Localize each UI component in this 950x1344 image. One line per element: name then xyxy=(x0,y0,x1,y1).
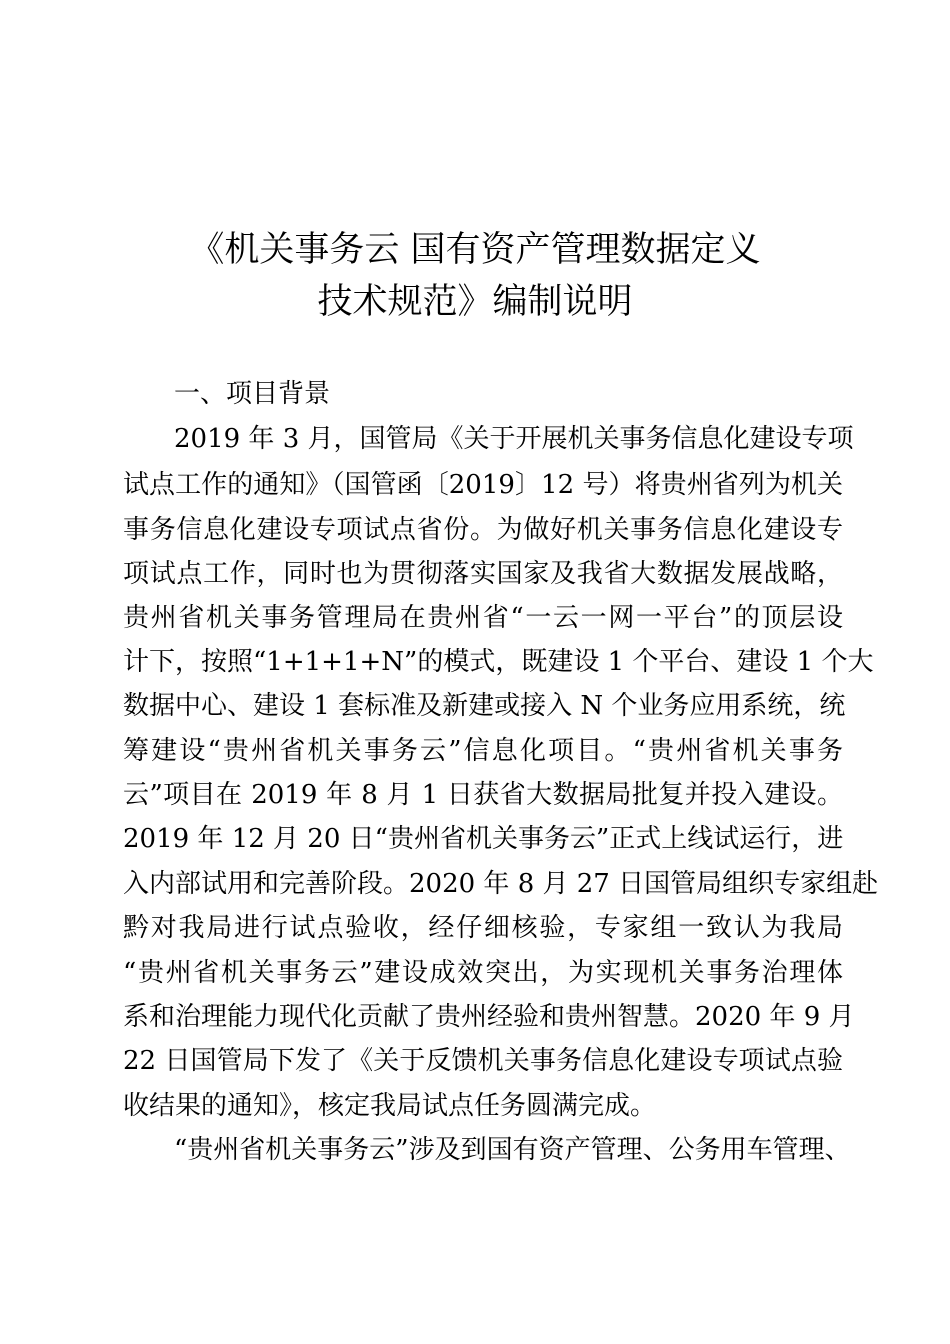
paragraph-line: 数据中心、建设 1 套标准及新建或接入 N 个业务应用系统，统 xyxy=(123,691,846,721)
paragraph-line: 事务信息化建设专项试点省份。为做好机关事务信息化建设专 xyxy=(123,515,843,545)
paragraph-line: 黔对我局进行试点验收，经仔细核验，专家组一致认为我局 xyxy=(123,913,843,943)
section-heading: 一、项目背景 xyxy=(174,379,331,409)
paragraph-line: 贵州省机关事务管理局在贵州省“一云一网一平台”的顶层设 xyxy=(123,603,843,633)
paragraph-line: 试点工作的通知》（国管函〔2019〕12 号）将贵州省列为机关 xyxy=(123,470,843,500)
document-title-line-2: 技术规范》编制说明 xyxy=(317,282,633,322)
paragraph-line: 项试点工作，同时也为贯彻落实国家及我省大数据发展战略， xyxy=(123,559,843,589)
document-title-line-1: 《机关事务云 国有资产管理数据定义 xyxy=(189,230,761,270)
paragraph-line: 云”项目在 2019 年 8 月 1 日获省大数据局批复并投入建设。 xyxy=(123,780,843,810)
paragraph-line: “贵州省机关事务云”建设成效突出，为实现机关事务治理体 xyxy=(123,958,843,988)
paragraph-line: 2019 年 12 月 20 日“贵州省机关事务云”正式上线试运行，进 xyxy=(123,824,844,854)
paragraph-line: 收结果的通知》，核定我局试点任务圆满完成。 xyxy=(123,1091,657,1121)
paragraph-line: 2019 年 3 月，国管局《关于开展机关事务信息化建设专项 xyxy=(174,424,854,454)
paragraph-line: 22 日国管局下发了《关于反馈机关事务信息化建设专项试点验 xyxy=(123,1046,843,1076)
paragraph-line: 入内部试用和完善阶段。2020 年 8 月 27 日国管局组织专家组赴 xyxy=(123,869,879,899)
paragraph-line: 筹建设“贵州省机关事务云”信息化项目。“贵州省机关事务 xyxy=(123,736,843,766)
paragraph-line: 计下，按照“1+1+1+N”的模式，既建设 1 个平台、建设 1 个大 xyxy=(123,647,874,677)
paragraph-line: “贵州省机关事务云”涉及到国有资产管理、公务用车管理、 xyxy=(174,1135,851,1165)
paragraph-line: 系和治理能力现代化贡献了贵州经验和贵州智慧。2020 年 9 月 xyxy=(123,1002,855,1032)
